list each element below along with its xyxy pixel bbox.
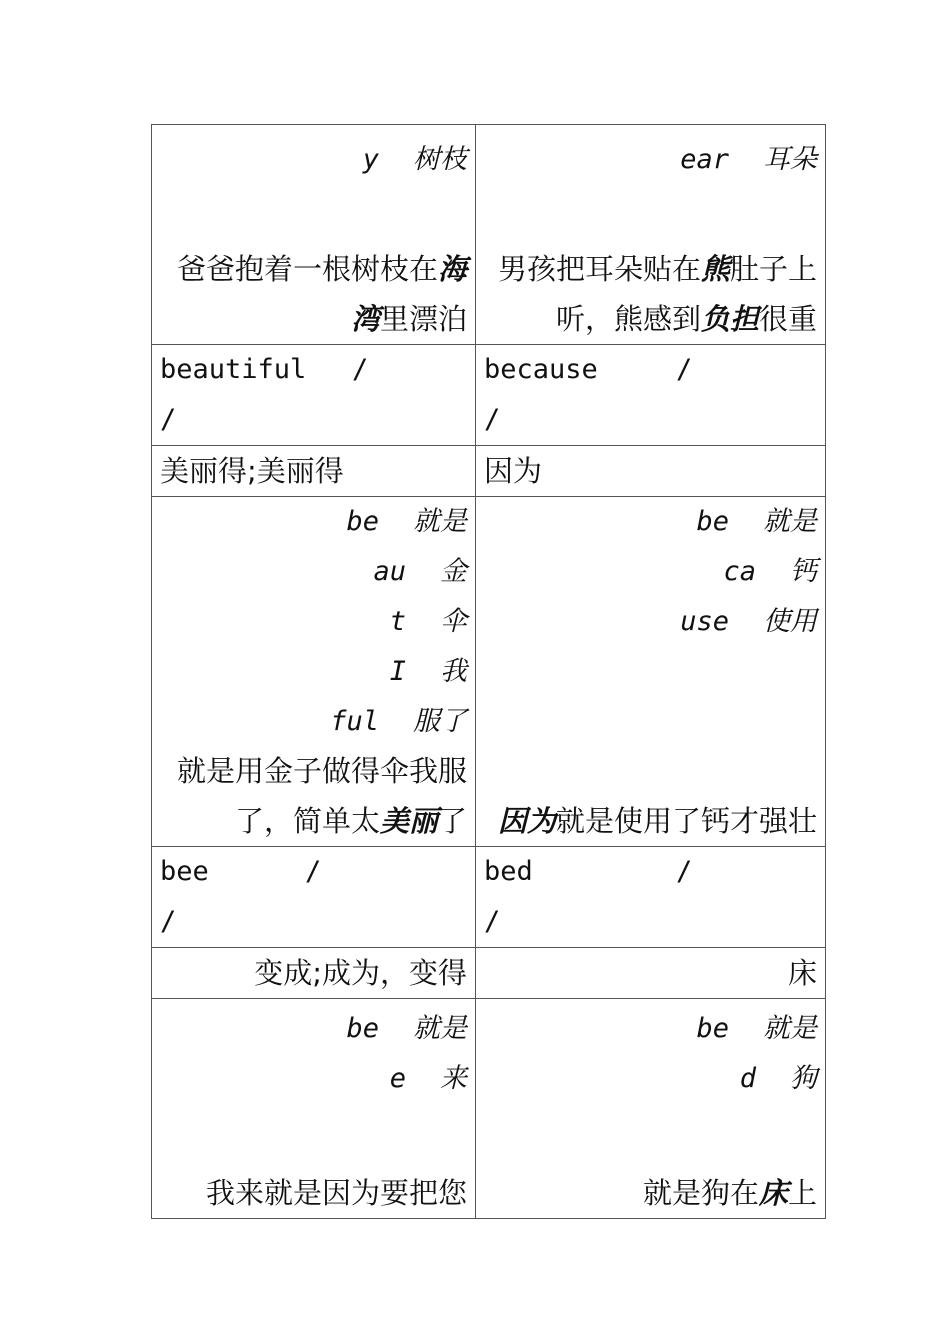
table-row (152, 948, 826, 999)
word-part: be 就是 (696, 1013, 817, 1044)
table-row (152, 497, 826, 847)
word-part: e 来 (389, 1063, 467, 1094)
meaning-text: 床 (787, 956, 817, 990)
word-part: ful 服了 (330, 706, 467, 737)
word-cell (152, 847, 476, 948)
word-part: ca 钙 (723, 556, 817, 587)
word-part: use 使用 (680, 606, 817, 637)
word-part: be 就是 (346, 506, 467, 537)
mnemonic-cell (152, 125, 476, 345)
table-row (152, 847, 826, 948)
phonetic-slash: / (484, 404, 501, 435)
word-part: d 狗 (739, 1063, 817, 1094)
word-part: y 树枝 (362, 144, 467, 175)
phonetic-slash: / (160, 906, 177, 937)
mnemonic-cell (152, 497, 476, 847)
word-part: ear 耳朵 (680, 144, 817, 175)
meaning-text: 因为 (484, 454, 543, 488)
table-row (152, 125, 826, 345)
mnemonic-cell (152, 999, 476, 1219)
table-row (152, 446, 826, 497)
word-part: t 伞 (389, 606, 467, 637)
word-part: be 就是 (696, 506, 817, 537)
phonetic-slash: / (352, 354, 369, 385)
mnemonic-sentence: 爸爸抱着一根树枝在海湾里漂泊 (176, 252, 467, 336)
word-text: bed (484, 856, 533, 887)
meaning-text: 美丽得;美丽得 (160, 454, 344, 488)
table-row (152, 999, 826, 1219)
phonetic-slash: / (676, 354, 693, 385)
meaning-cell (152, 948, 476, 999)
table-row (152, 345, 826, 446)
mnemonic-cell (476, 999, 826, 1219)
phonetic-slash: / (484, 906, 501, 937)
meaning-cell (152, 446, 476, 497)
word-text: beautiful (160, 354, 307, 385)
mnemonic-sentence: 就是用金子做得伞我服了，简单太美丽了 (176, 754, 467, 838)
word-part: au 金 (373, 556, 467, 587)
meaning-text: 变成;成为，变得 (254, 956, 467, 990)
word-text: bee (160, 856, 209, 887)
mnemonic-sentence: 就是狗在床上 (642, 1176, 817, 1210)
mnemonic-sentence: 男孩把耳朵贴在熊肚子上听，熊感到负担很重 (497, 252, 817, 336)
word-part: I 我 (389, 656, 467, 687)
word-text: because (484, 354, 598, 385)
word-cell (476, 847, 826, 948)
mnemonic-cell (476, 125, 826, 345)
vocabulary-table (151, 124, 826, 1219)
meaning-cell (476, 446, 826, 497)
phonetic-slash: / (160, 404, 177, 435)
phonetic-slash: / (676, 856, 693, 887)
mnemonic-sentence: 我来就是因为要把您 (205, 1176, 467, 1210)
mnemonic-cell (476, 497, 826, 847)
phonetic-slash: / (305, 856, 322, 887)
mnemonic-sentence: 因为就是使用了钙才强壮 (497, 804, 817, 838)
word-cell (476, 345, 826, 446)
word-cell (152, 345, 476, 446)
word-part: be 就是 (346, 1013, 467, 1044)
meaning-cell (476, 948, 826, 999)
